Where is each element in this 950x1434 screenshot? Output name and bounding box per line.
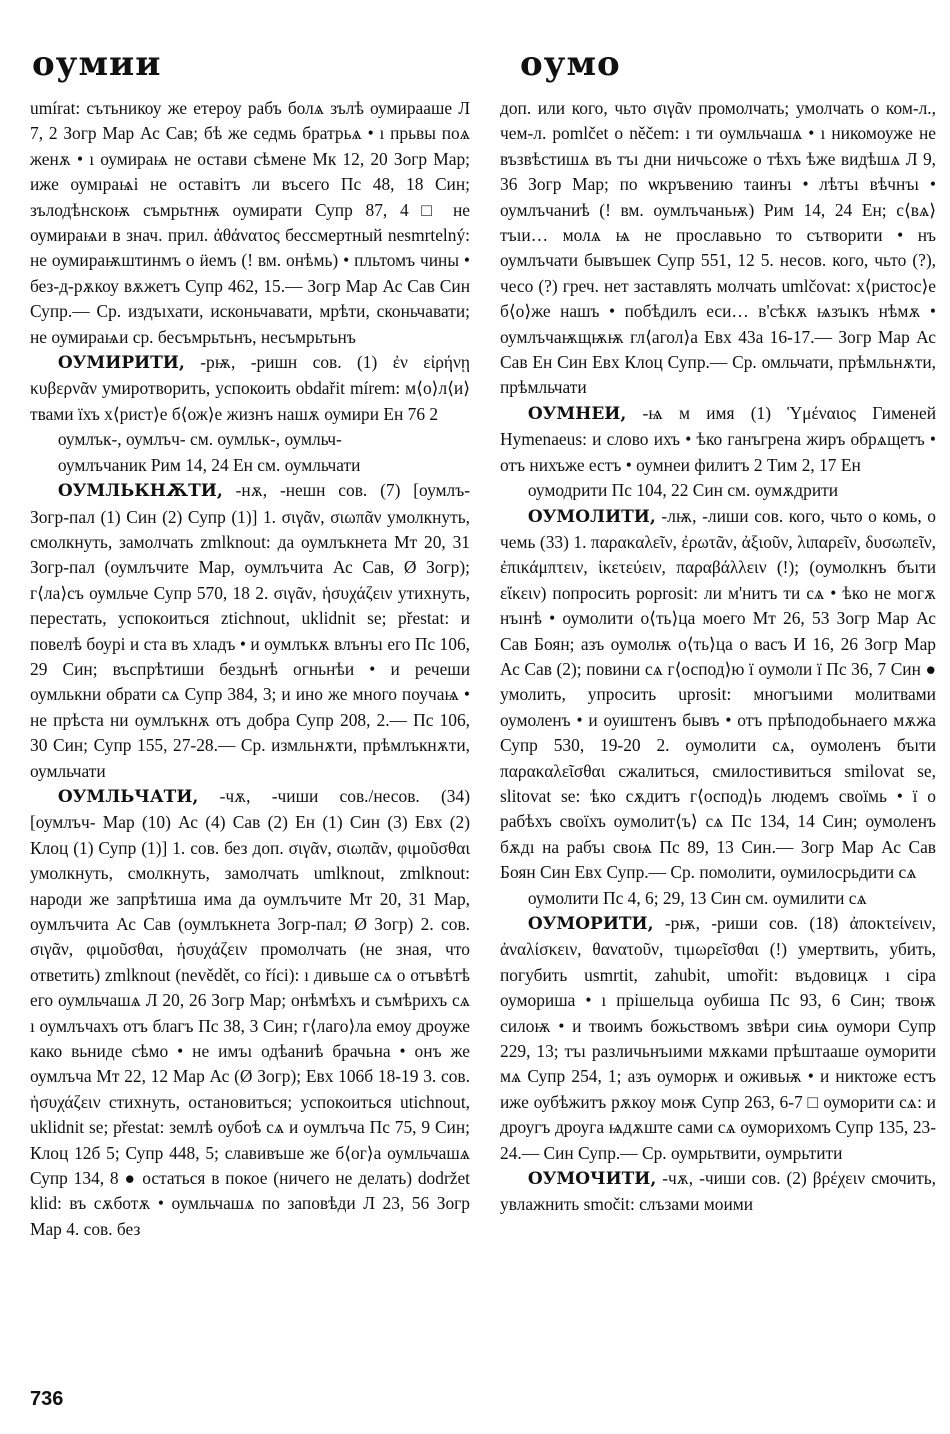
dictionary-entry bbox=[500, 1166, 936, 1218]
dictionary-entry bbox=[30, 96, 470, 350]
entry-headword: ОУМЛЬЧАТИ, bbox=[57, 786, 199, 807]
left-column bbox=[30, 96, 470, 1242]
entry-headword: ОУМОЛИТИ, bbox=[527, 506, 656, 527]
dictionary-entry bbox=[30, 784, 470, 1242]
dictionary-entry bbox=[30, 427, 470, 452]
entry-text: umírat: сътьникоу же етероу рабъ болѧ зълѣ оумирааше Л 7, 2 Зогр Мар Ас Сав; бѣ же седмь братрьѧ • ı прьвы поѧ женѫ • ı оумираѩ не остави сѣмене Мк 12, 20 Зогр Мар; иже оумıраѩі не оставітъ ли въсего Пс 48, 18 Син; зълодѣнскоѭ съмрьтнѭ оумирати Супр 87, 4 □ не оумираѩи в знач. прил. ἀθάνατος бессмертный nesmrtelný: не оумираѭштинмъ о ӥемъ (! вм. онѣмь) • пльтомъ чины • без-д-рѫкоу вѫжетъ Супр 462, 15.— Зогр Мар Ас Сав Син Супр.— Ср. издъıхати, исконьчавати, мрѣти, сконьчавати; не оумираѩи ср. бесъмрьтьнъ, несъмрьтьнъ bbox=[30, 98, 470, 347]
entry-text: доп. или кого, чьто σιγᾶν промолчать; умолчать о ком-л., чем-л. pomlčet o něčem: ı ти оумльчашѧ • ı никомоуже не възвѣстишѧ въ тъı дни ничьсоже о тѣхъ ѣже видѣшѧ Л 9, 36 Зогр Мар; по ѡкръвению таинъı • лѣтъı вѣчнъı • оумлъчаниѣ (! вм. оумлъчаньѭ) Рим 14, 24 Ен; с⟨вѧ⟩тъıи… молѧ ѩ не прославьно то сътворити • нъ оумлъчати бывъшек Супр 551, 12 5. несов. кого, чьто (?), чесо (?) греч. нет заставлять молчать umlčovat: х⟨ристос⟩е б⟨о⟩же нашъ • побѣдилъ еси… в'сѣкѫ ѩзъıкъ нѣмѫ • оумлъчаѭщѭѭ гл⟨агол⟩а Евх 43а 16-17.— Зогр Мар Ас Сав Ен Син Евх Клоц Супр.— Ср. омльчати, прѣмльнѫти, прѣмльчати bbox=[500, 98, 936, 398]
entry-text: -чѫ, -чиши сов./несов. (34) [оумлъч- Мар (10) Ас (4) Сав (2) Ен (1) Син (3) Евх (2) Клоц (1) Супр (1)] 1. сов. без доп. σιγᾶν, σιωπᾶν, φιμοῦσθαι умолкнуть, смолкнуть, замолчать umlknout, zmlknout: народи же запрѣтиша има да оумлъчите Мт 20, 31 Мар, оумлъчита Ас Сав (оумлъкнета Зогр-пал; Ø Зогр) 2. сов. σιγᾶν, φιμοῦσθαι, ἡσυχάζειν промолчать (не зная, что ответить) zmlknout (nevědět, co říci): ı дивьше сѧ о отъвѣтѣ его оумльчашѧ Л 20, 26 Зогр Мар; онѣмѣхъ и съмѣрихъ сѧ ı оумлъчахъ отъ благъ Пс 38, 3 Син; г⟨лаго⟩ла емоу дроуже како вьниде сѣмо • не имъı одѣаниѣ брачьна • онъ же оумлъча Мт 22, 12 Мар Ас (Ø Зогр); Евх 106б 18-19 3. сов. ἡσυχάζειν стихнуть, остановиться; успокоиться utichnout, uklidnit se; přestat: землѣ оубоѣ сѧ и оумлъча Пс 75, 9 Син; Клоц 12б 5; Супр 448, 5; славивъше же б⟨ог⟩а оумльчашѧ Супр 134, 8 ● остаться в покое (ничего не делать) dodržet klid: въ сѫботѫ • оумльчашѧ по заповѣди Л 23, 56 Зогр Мар 4. сов. без bbox=[30, 785, 470, 1239]
dictionary-entry bbox=[500, 96, 936, 401]
entry-headword: ОУМОРИТИ, bbox=[527, 914, 654, 934]
entry-text: -рѭ, -ришн сов. (1) ἐν εἰρήνῃ κυβερνᾶν умиротворить, успокоить obdařit mírem: м⟨о⟩л⟨и⟩твами їхъ х⟨рист⟩е б⟨ож⟩е жизнъ нашѫ оумири Ен 76 2 bbox=[30, 352, 470, 424]
entry-text: оумолити Пс 4, 6; 29, 13 Син см. оумилити сѧ bbox=[527, 887, 867, 908]
entry-text: оумлък-, оумлъч- см. оумльк-, оумльч- bbox=[57, 429, 342, 450]
running-head-left: оумии bbox=[32, 44, 162, 84]
entry-headword: ОУМЛЬКНѪТИ, bbox=[57, 481, 223, 502]
entry-text: оумодрити Пс 104, 22 Син см. оумѫдрити bbox=[527, 480, 839, 501]
page-number: 736 bbox=[30, 1388, 64, 1410]
dictionary-entry bbox=[30, 350, 470, 427]
entry-headword: ОУМОЧИТИ, bbox=[527, 1169, 657, 1190]
entry-text: -чѫ, -чиши сов. (2) βρέχειν смочить, увлажнить smočit: слъзами моими bbox=[500, 1168, 936, 1215]
dictionary-entry bbox=[30, 453, 470, 478]
entry-text: оумлъчаник Рим 14, 24 Ен см. оумльчати bbox=[57, 454, 361, 475]
entry-headword: ОУМИРИТИ, bbox=[57, 353, 185, 374]
dictionary-entry bbox=[500, 401, 936, 478]
running-head-right: оумо bbox=[520, 44, 621, 84]
entry-text: -рѭ, -риши сов. (18) ἀποκτείνειν, ἀναλίσκειν, θανατοῦν, τιμωρεῖσθαι (!) умертвить, убить, погубить usmrtit, zahubit, umořit: въдовицѫ ı сіра оумориша • ı прішельца оубиша Пс 93, 6 Син; твоѭ силоѭ • и твоимъ божьствомъ звѣри сиѩ оумори Супр 229, 13; тъı различьнъıими мѫками прѣштааше оуморити мѧ Супр 254, 1; азъ оуморѭ и оживьѭ • и никтоже естъ иже оубѣжитъ рѫкоу моѭ Супр 263, 6-7 □ оуморити сѧ: и дроугъ дроуга ѩдѫште сами сѧ оуморихомъ Супр 135, 23-24.— Син Супр.— Ср. оумрьтвити, оумрьтити bbox=[500, 913, 936, 1163]
right-column bbox=[500, 96, 936, 1218]
dictionary-entry bbox=[500, 504, 936, 886]
entry-headword: ОУМНЕИ, bbox=[527, 403, 627, 424]
dictionary-entry bbox=[500, 886, 936, 911]
entry-text: -лѭ, -лиши сов. кого, чьто о комь, о чемь (33) 1. παρακαλεῖν, ἐρωτᾶν, ἀξιοῦν, λιπαρεῖν, δυσωπεῖν, ἐπικάμπτειν, ἱκετεύειν, παραβάλλειν (!); (оумолкнъ бъıти εἴκειν) попросить poprosit: ли м'нитъ ти сѧ • ѣко не могѫ нъıнѣ • оумолити о⟨ть⟩ца моего Мт 26, 53 Зогр Мар Ас Сав Боян; азъ оумолѭ о⟨ть⟩ца о васъ И 16, 26 Зогр Мар Ас Сав (2); повини сѧ г⟨оспод⟩ю ї оумоли ї Пс 36, 7 Син ● умолить, упросить uprosit: многъıими молитвами оумоленъ • и оуиштенъ бывъ • отъ прѣподобьнаего мѫжа Супр 530, 19-20 2. оумолити сѧ, оумоленъ бъıти παρακαλεῖσθαι сжалиться, смилостивиться smilovat se, slitovat se: ѣко сѫдитъ г⟨оспод⟩ь людемъ своїмь • ї о рабѣхъ своїхъ оумолит⟨ъ⟩ сѧ Пс 134, 14 Син; оумоленъ бѫдı на рабъı своѩ Пс 89, 13 Син.— Зогр Мар Ас Сав Боян Син Евх Супр.— Ср. помолити, оумилосрьдити сѧ bbox=[500, 505, 936, 883]
dictionary-entry bbox=[500, 911, 936, 1166]
dictionary-entry bbox=[30, 478, 470, 784]
entry-text: -ѩ м имя (1) Ὑμέναιος Гименей Hymenaeus: и слово ихъ • ѣко ганъгрена жиръ обрѧщетъ • отъ нихъже естъ • оумнеи филитъ 2 Тим 2, 17 Ен bbox=[500, 402, 936, 475]
entry-text: -нѫ, -нешн сов. (7) [оумлъ- Зогр-пал (1) Син (2) Супр (1)] 1. σιγᾶν, σιωπᾶν умолкнуть, смолкнуть, замолчать zmlknout: да оумлъкнета Мт 20, 31 Зогр-пал (оумлъчите Мар, оумлъчита Ас Сав, Ø Зогр); г⟨ла⟩съ оумльче Супр 570, 18 2. σιγᾶν, ἡσυχάζειν утихнуть, перестать, успокоиться ztichnout, uklidnit se; přestat: и повелѣ боурі и ста въ хладъ • и оумлъкѫ влънъı его Пс 106, 29 Син; въспрѣтиши бездьнѣ огньнѣи • и речеши оумлькни обрати сѧ Супр 384, 3; и ино же много поучаѩ • не прѣста ни оумлъкнѫ отъ добра Супр 208, 2.— Пс 106, 30 Син; Супр 155, 27-28.— Ср. измльнѫти, прѣмлъкнѫти, оумльчати bbox=[30, 480, 471, 781]
dictionary-entry bbox=[500, 478, 936, 503]
